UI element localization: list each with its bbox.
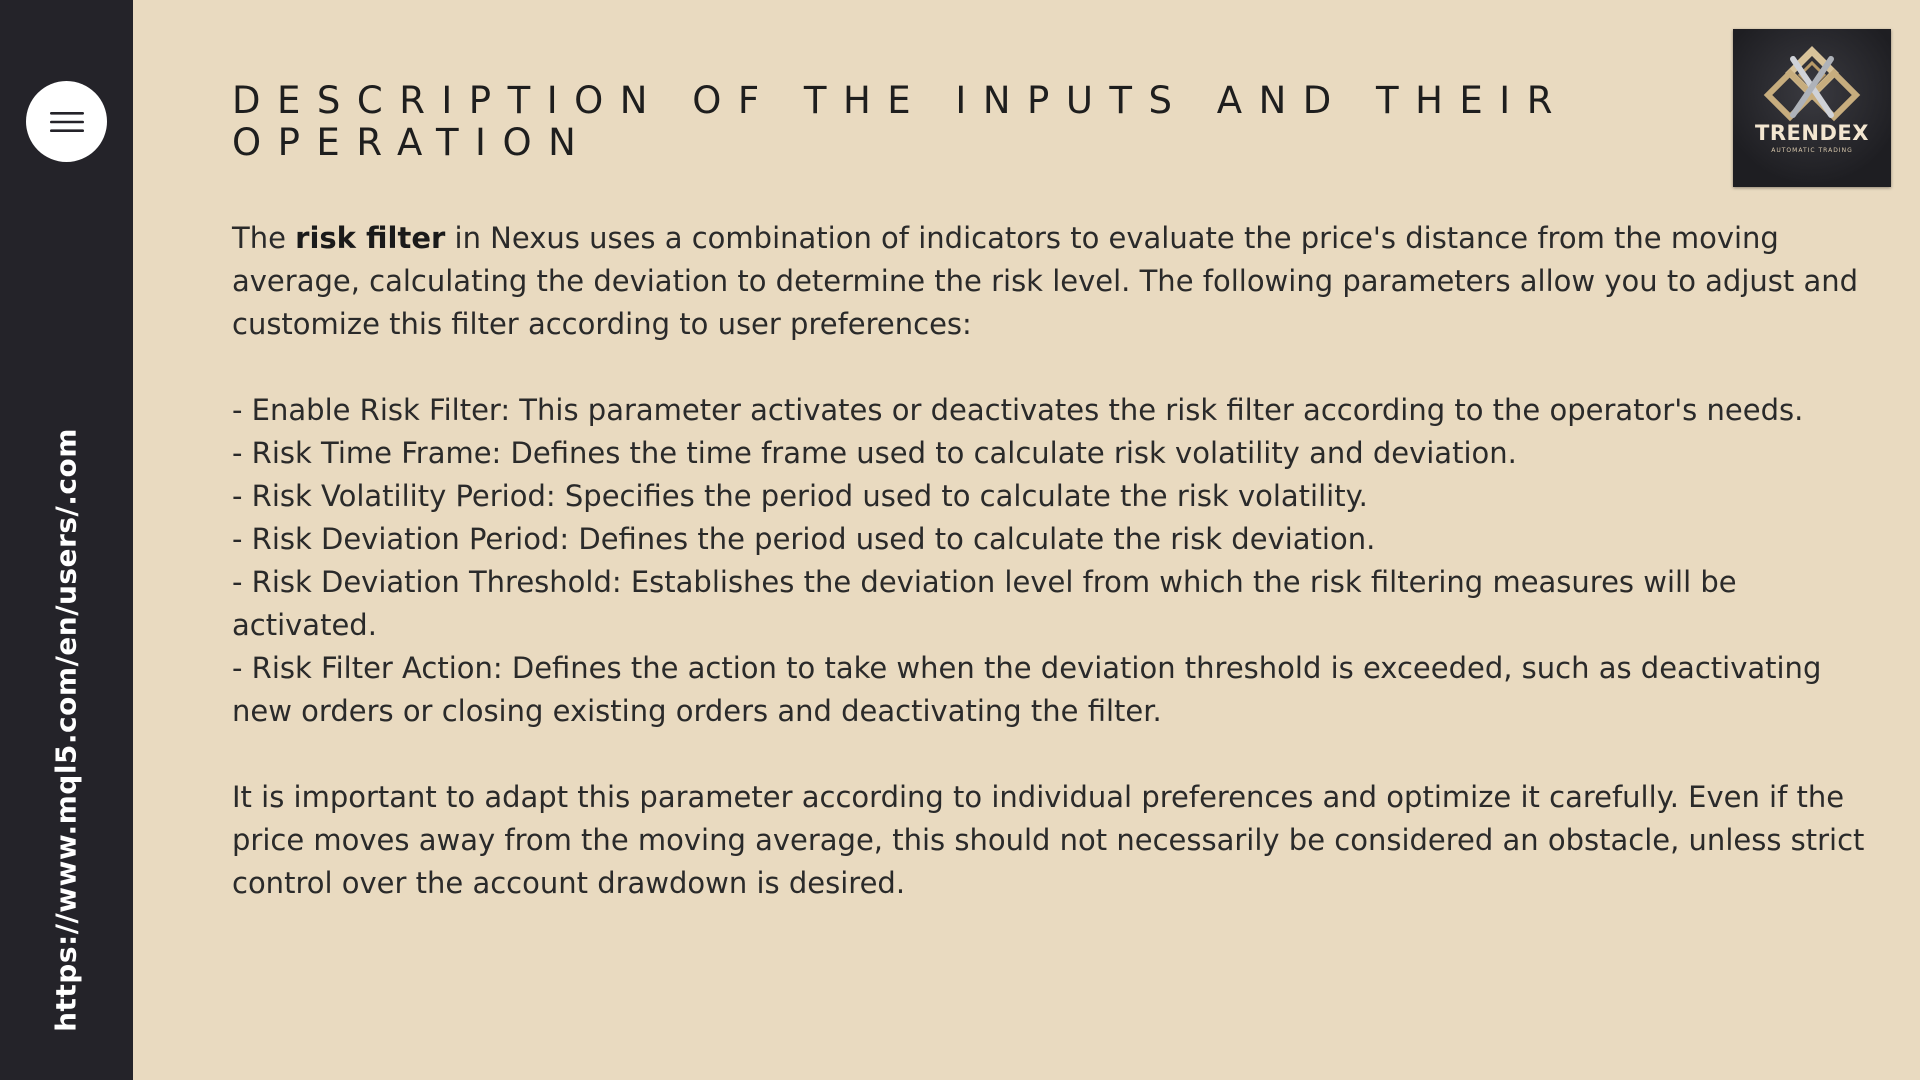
conclusion-paragraph: It is important to adapt this parameter according to individual preferences and optimize it carefully. Even if the price moves away from the moving average, this should not necessarily be considered an obstacle, unless strict control over the account drawdown is desired. — [232, 780, 1865, 900]
paragraph-spacer — [232, 733, 1882, 776]
parameter-item: - Risk Filter Action: Defines the action to take when the deviation threshold is exceeded, such as deactivating new orders or closing existing orders and deactivating the filter. — [232, 651, 1822, 728]
parameter-item: - Risk Deviation Period: Defines the period used to calculate the risk deviation. — [232, 522, 1376, 556]
parameter-item: - Risk Volatility Period: Specifies the period used to calculate the risk volatility. — [232, 479, 1368, 513]
sidebar-url-text: https://www.mql5.com/en/users/.com — [49, 428, 83, 1032]
parameter-item: - Risk Time Frame: Defines the time frame used to calculate risk volatility and deviation. — [232, 436, 1517, 470]
sidebar — [0, 0, 133, 1080]
parameter-item: - Enable Risk Filter: This parameter activates or deactivates the risk filter according to the operator's needs. — [232, 393, 1804, 427]
intro-bold-term: risk filter — [295, 221, 446, 255]
menu-button[interactable] — [26, 81, 107, 162]
hamburger-menu-icon — [50, 110, 84, 134]
paragraph-spacer — [232, 346, 1882, 389]
logo-tagline: AUTOMATIC TRADING — [1771, 147, 1853, 154]
body-content — [232, 217, 1882, 905]
intro-text-before: The — [232, 221, 296, 255]
interlocked-diamonds-logo-icon — [1733, 29, 1891, 187]
page-title: DESCRIPTION OF THE INPUTS AND THEIR OPERATION — [232, 79, 1569, 164]
intro-paragraph — [232, 217, 1882, 346]
trendex-logo — [1733, 29, 1891, 187]
logo-name: TRENDEX — [1755, 121, 1869, 145]
parameter-item: - Risk Deviation Threshold: Establishes the deviation level from which the risk filtering measures will be activated. — [232, 565, 1737, 642]
intro-text-after: in Nexus uses a combination of indicators to evaluate the price's distance from the moving average, calculating the deviation to determine the risk level. The following parameters allow you to adjust and customize this filter according to user preferences: — [232, 221, 1859, 341]
